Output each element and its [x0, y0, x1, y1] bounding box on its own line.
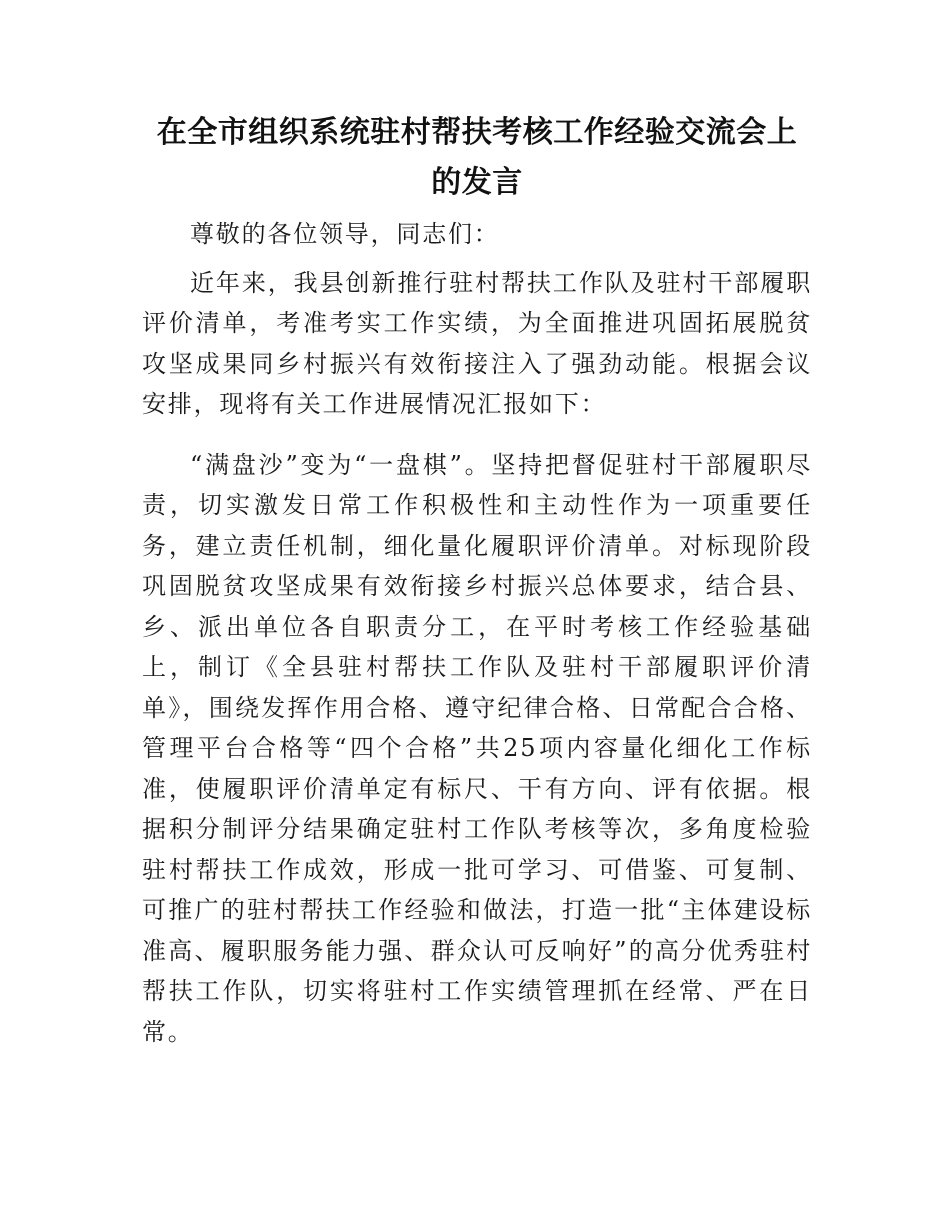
document-title: 在全市组织系统驻村帮扶考核工作经验交流会上的发言 [156, 115, 798, 200]
salutation: 尊敬的各位领导，同志们： [190, 220, 500, 248]
paragraph-body: “满盘沙”变为“一盘棋”。坚持把督促驻村干部履职尽责，切实激发日常工作积极性和主动性作为一项重要任务，建立责任机制，细化量化履职评价清单。对标现阶段巩固脱贫攻坚成果有效衔接乡村振兴总体要求，结合县、乡、派出单位各自职责分工，在平时考核工作经验基础上，制订《全县驻村帮扶工作队及驻村干部履职评价清单》，围绕发挥作用合格、遵守纪律合格、日常配合合格、管理平台合格等“四个合格”共25项内容量化细化工作标准，使履职评价清单定有标尺、干有方向、评有依据。根据积分制评分结果确定驻村工作队考核等次，多角度检验驻村帮扶工作成效，形成一批可学习、可借鉴、可复制、可推广的驻村帮扶工作经验和做法，打造一批“主体建设标准高、履职服务能力强、群众认可反响好”的高分优秀驻村帮扶工作队，切实将驻村工作实绩管理抓在经常、严在日常。 [142, 450, 812, 1046]
paragraph-intro: 近年来，我县创新推行驻村帮扶工作队及驻村干部履职评价清单，考准考实工作实绩，为全面推进巩固拓展脱贫攻坚成果同乡村振兴有效衔接注入了强劲动能。根据会议安排，现将有关工作进展情况汇报如下： [142, 268, 812, 418]
document-page [142, 108, 812, 1052]
